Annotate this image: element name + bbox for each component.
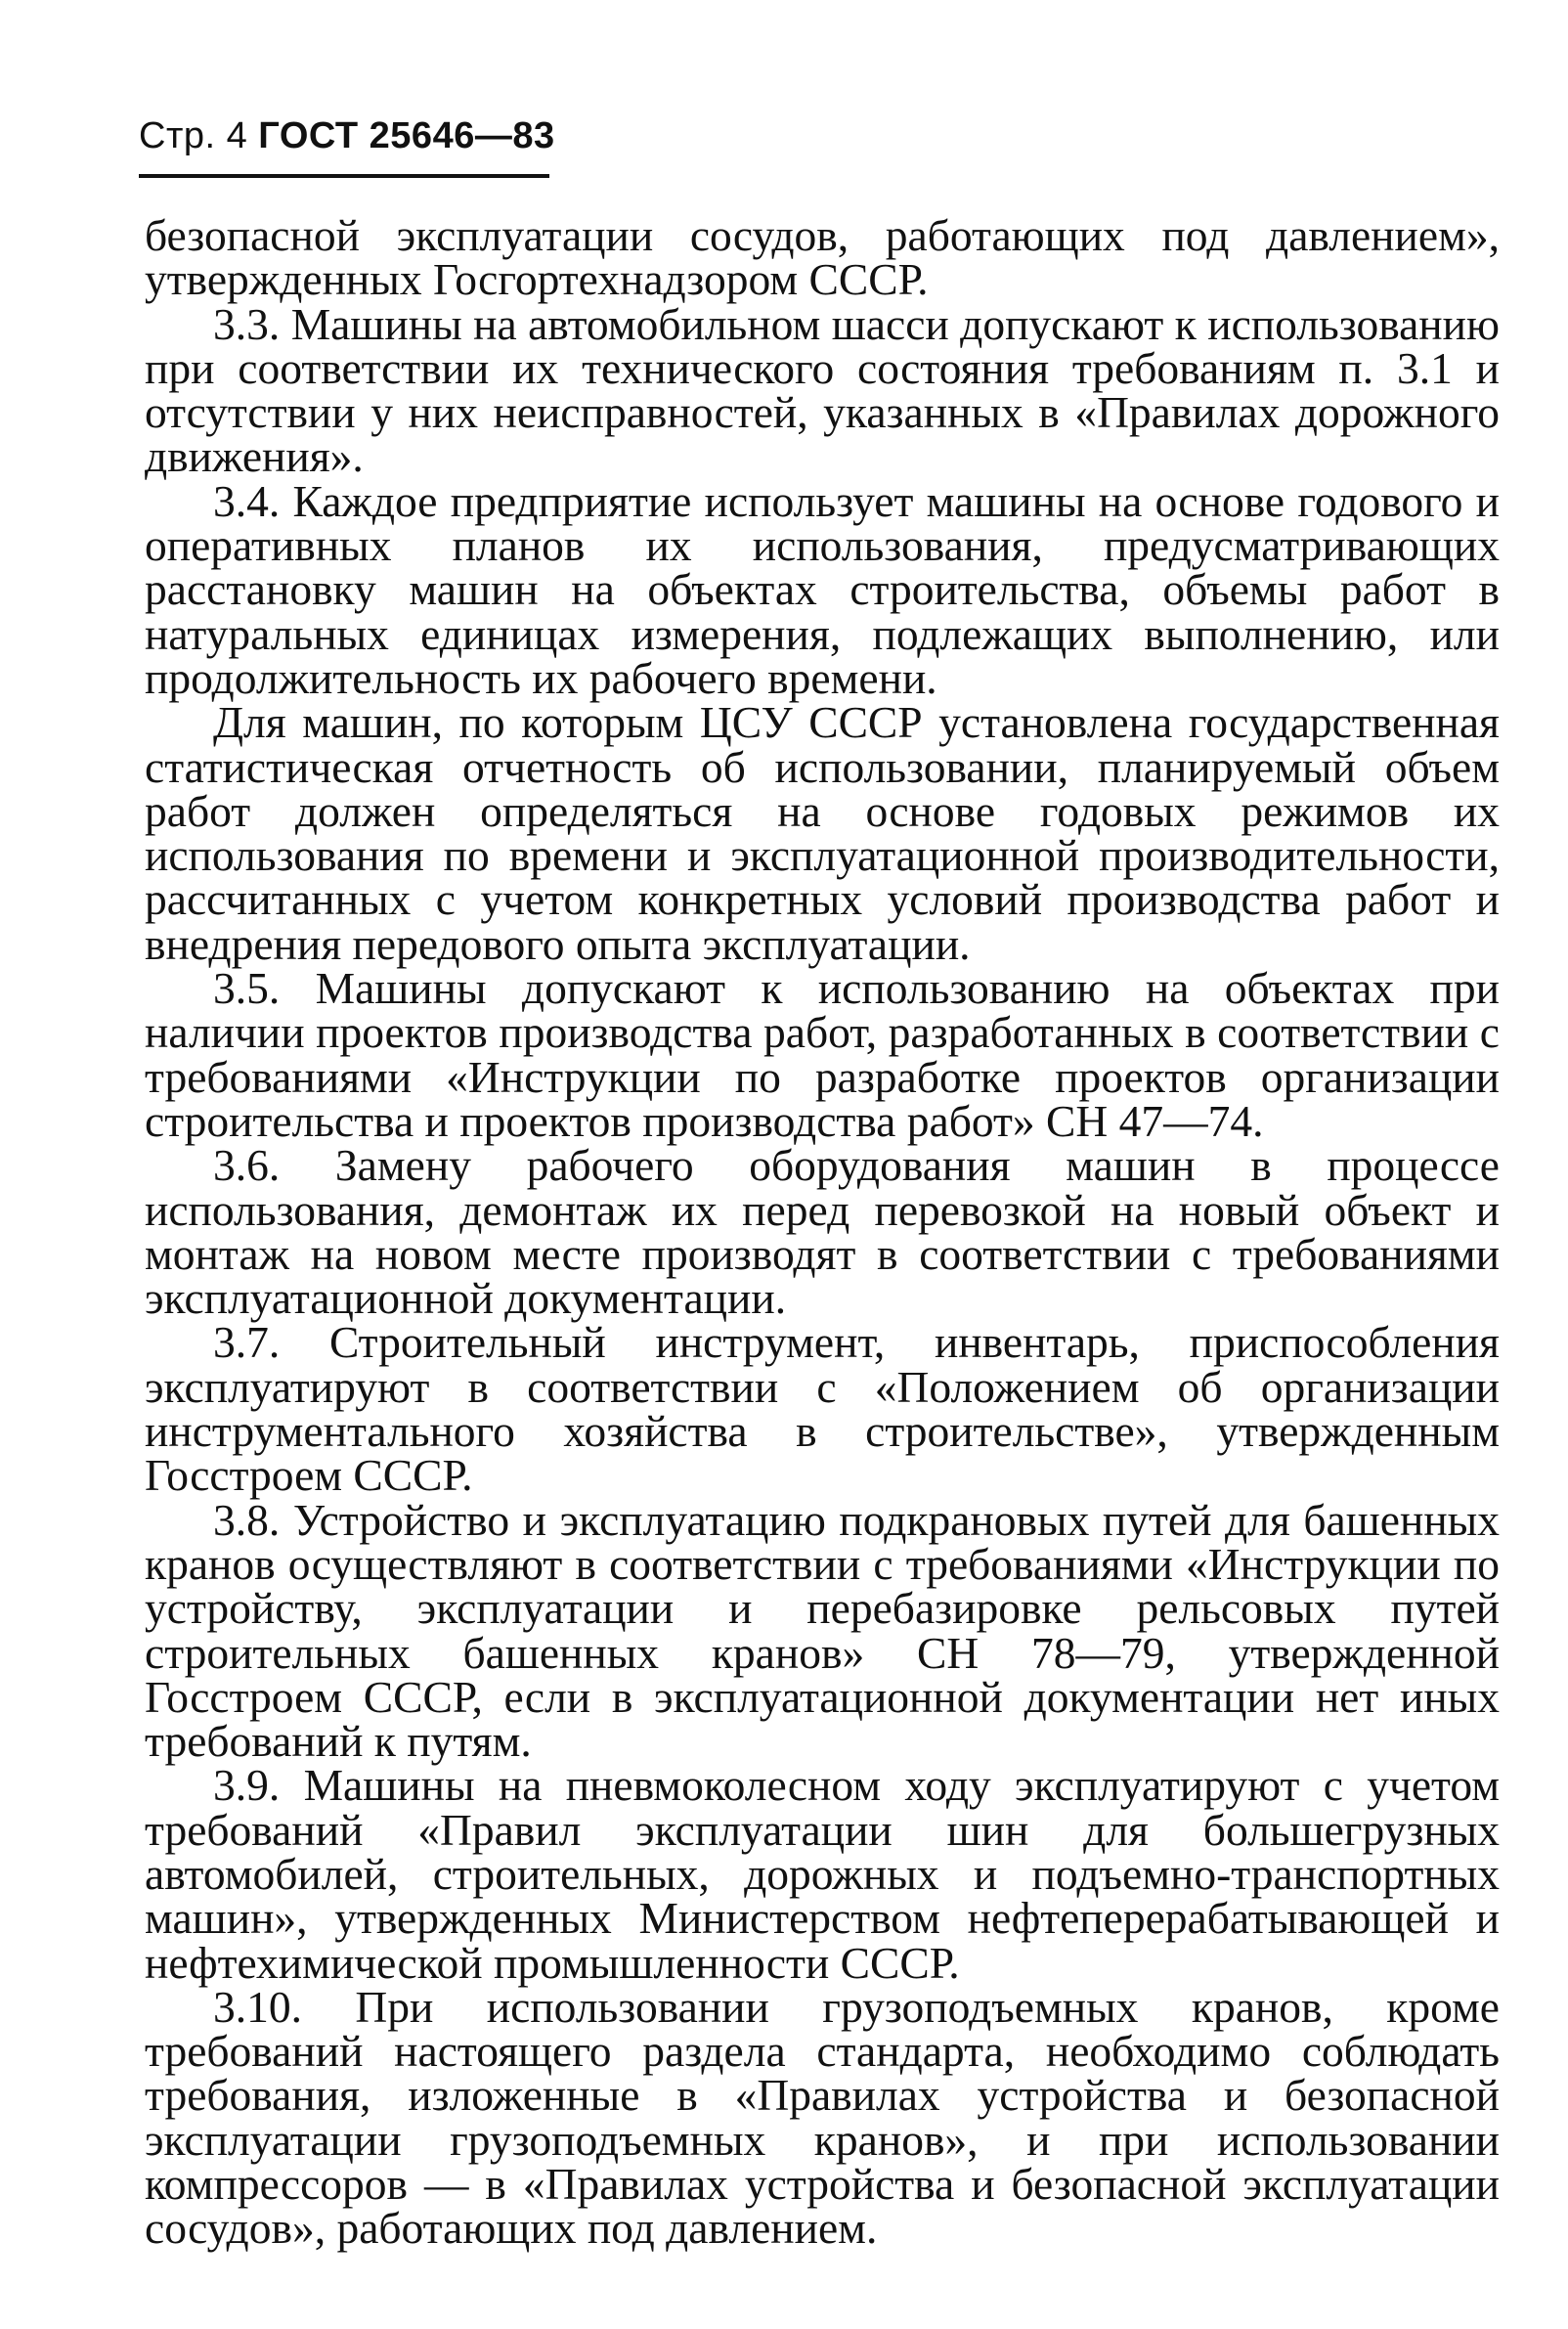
paragraph-3-6: 3.6. Замену рабочего оборудования машин в процессе использования, демонтаж их перед перевозкой на новый объект и монтаж на новом месте производят в соответствии с требованиями эксплуатационной документации. xyxy=(145,1140,1500,1324)
paragraph-3-4: 3.4. Каждое предприятие использует машины на основе годового и оперативных планов их использования, предусматривающих расстановку машин на объектах строительства, объемы работ в натуральных единицах измерения, подлежащих выполнению, или продолжительность их рабочего времени. xyxy=(145,475,1500,703)
paragraph-3-9: 3.9. Машины на пневмоколесном ходу эксплуатируют с учетом требований «Правил эксплуатации шин для большегрузных автомобилей, строительных, дорожных и подъемно-транспортных машин», утвержденных Министерством нефтеперерабатывающей и нефтехимической промышленности СССР. xyxy=(145,1760,1500,1988)
body-text xyxy=(145,210,1500,2254)
paragraph-3-5: 3.5. Машины допускают к использованию на объектах при наличии проектов производства работ, разработанных в соответствии с требованиями «Инструкции по разработке проектов организации строительства и проектов производства работ» СН 47—74. xyxy=(145,963,1500,1146)
page-header xyxy=(139,115,555,157)
paragraph-3-4-continued: Для машин, по которым ЦСУ СССР установлена государственная статистическая отчетность об использовании, планируемый объем работ должен определяться на основе годовых режимов их использования по времени и эксплуатационной производительности, рассчитанных с учетом конкретных условий производства работ и внедрения передового опыта эксплуатации. xyxy=(145,697,1500,969)
paragraph-3-8: 3.8. Устройство и эксплуатацию подкрановых путей для башенных кранов осуществляют в соответствии с требованиями «Инструкции по устройству, эксплуатации и перебазировке рельсовых путей строительных башенных кранов» СН 78—79, утвержденной Госстроем СССР, если в эксплуатационной документации нет иных требований к путям. xyxy=(145,1494,1500,1767)
paragraph-3-7: 3.7. Строительный инструмент, инвентарь, приспособления эксплуатируют в соответствии с «Положением об организации инструментального хозяйства в строительстве», утвержденным Госстроем СССР. xyxy=(145,1317,1500,1501)
paragraph-3-10: 3.10. При использовании грузоподъемных кранов, кроме требований настоящего раздела стандарта, необходимо соблюдать требования, изложенные в «Правилах устройства и безопасной эксплуатации грузоподъемных кранов», и при использовании компрессоров — в «Правилах устройства и безопасной эксплуатации сосудов», работающих под давлением. xyxy=(145,1981,1500,2254)
header-rule xyxy=(139,174,549,178)
document-code: ГОСТ 25646—83 xyxy=(258,115,555,156)
paragraph-3-3: 3.3. Машины на автомобильном шасси допускают к использованию при соответствии их технического состояния требованиям п. 3.1 и отсутствии у них неисправностей, указанных в «Правилах дорожного движения». xyxy=(145,298,1500,482)
page-number: Стр. 4 xyxy=(139,115,248,156)
paragraph-continuation: безопасной эксплуатации сосудов, работающих под давлением», утвержденных Госгортехнадзором СССР. xyxy=(145,210,1500,305)
